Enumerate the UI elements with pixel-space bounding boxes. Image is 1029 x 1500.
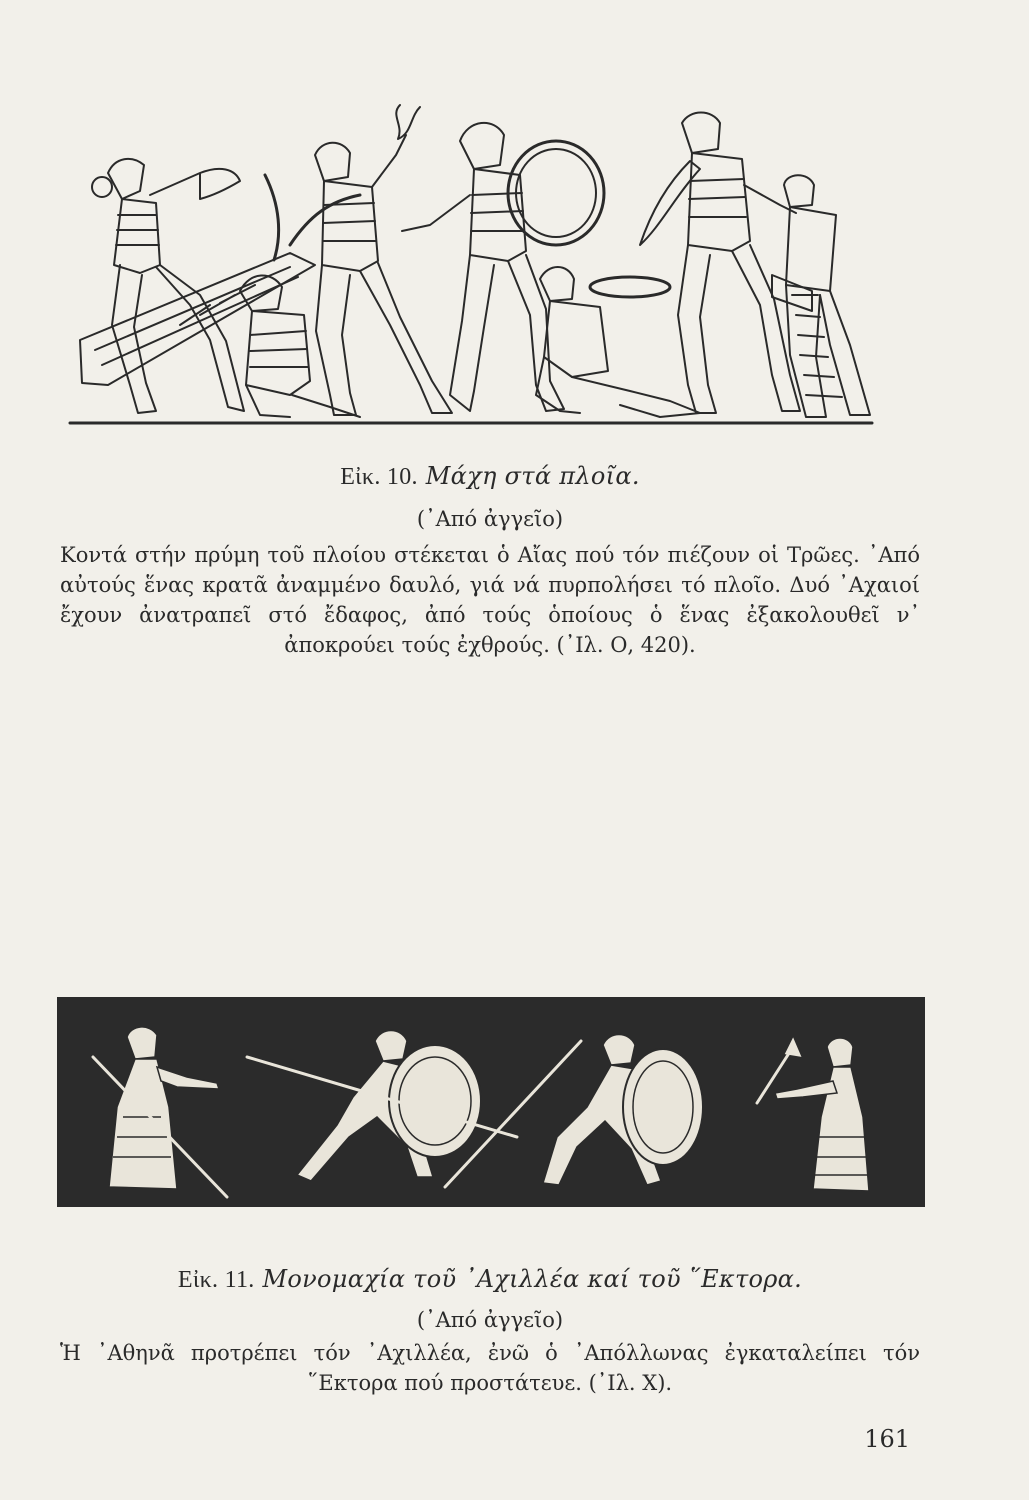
ship-stern — [80, 175, 315, 385]
page-number: 161 — [864, 1425, 910, 1453]
figure-11-title: Μονομαχία τοῦ ᾿Αχιλλέα καί τοῦ ῞Εκτορα. — [262, 1265, 803, 1293]
figure-11-number: Εἰκ. 11. — [177, 1267, 255, 1293]
warrior-ajax — [92, 159, 244, 413]
figure-10-title: Μάχη στά πλοῖα. — [425, 462, 640, 490]
battle-at-ships-illustration — [60, 95, 880, 430]
warrior-with-round-shield — [402, 123, 604, 411]
achilles-hector-duel-illustration — [57, 997, 925, 1207]
figure-11-source: (᾿Από ἀγγεῖο) — [416, 1308, 564, 1332]
figure-10-number: Εἰκ. 10. — [340, 464, 418, 490]
fallen-warrior — [240, 275, 360, 417]
figure-10-description: Κοντά στήν πρύμη τοῦ πλοίου στέκεται ὁ Αἴας πού τόν πιέζουν οἱ Τρῶες. ᾿Από αὐτούς ἕνας κρατᾶ ἀναμμένο δαυλό, γιά νά πυρπολήσει τό πλοῖο. Δυό ᾿Αχαιοί ἔχουν ἀνατραπεῖ στό ἔδαφος, ἀπό τούς ὁποίους ὁ ἕνας ἐξακολουθεῖ ν᾿ ἀποκρούει τούς ἐχθρούς. (᾿Ιλ. Ο, 420). — [60, 543, 920, 657]
trojan-with-torch — [290, 105, 452, 415]
vase-frieze-ground — [57, 997, 925, 1207]
warrior-with-spear — [640, 113, 800, 414]
figure-10-source: (᾿Από ἀγγεῖο) — [416, 507, 564, 531]
figure-10-caption — [60, 462, 920, 491]
figure-11-description: Ἡ ᾿Αθηνᾶ προτρέπει τόν ᾿Αχιλλέα, ἐνῶ ὁ ᾿Απόλλωνας ἐγκαταλείπει τόν ῞Εκτορα πού προστάτευε. (᾿Ιλ. Χ). — [60, 1341, 920, 1395]
fallen-achaean-with-shield — [536, 267, 700, 417]
figure-11-caption — [60, 1265, 920, 1294]
archer-in-patterned-costume — [772, 175, 870, 417]
